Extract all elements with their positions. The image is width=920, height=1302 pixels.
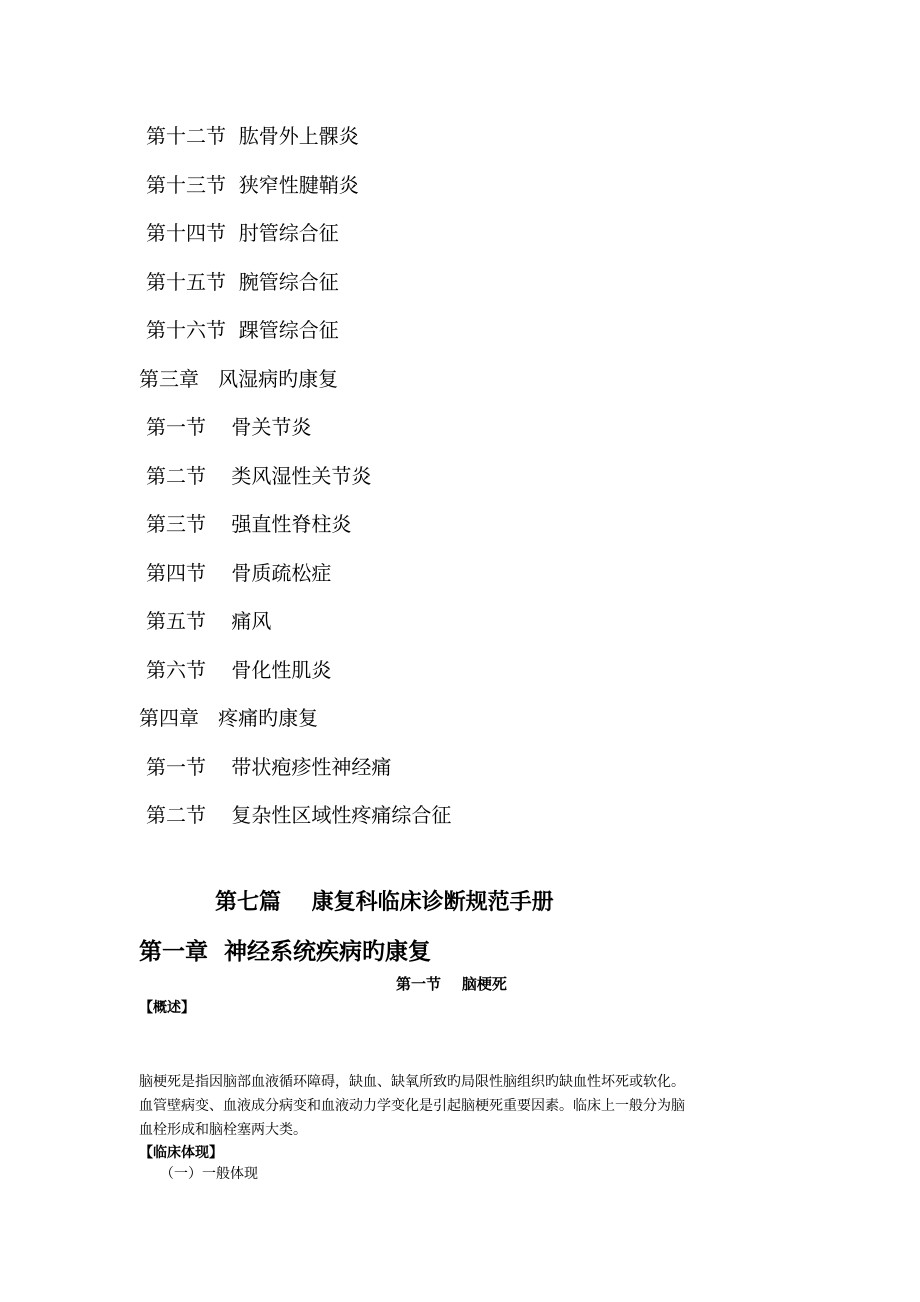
chapter-title: 第一章 神经系统疾病旳康复 bbox=[139, 939, 432, 965]
toc-section-entry: 第三节 强直性脊柱炎 bbox=[146, 512, 352, 536]
toc-section-entry: 第六节 骨化性肌炎 bbox=[146, 658, 332, 682]
toc-section-entry: 第二节 类风湿性关节炎 bbox=[146, 464, 372, 488]
toc-section-entry: 第十四节 肘管综合征 bbox=[146, 221, 339, 245]
toc-section-entry: 第一节 带状疱疹性神经痛 bbox=[146, 755, 392, 779]
toc-chapter-entry: 第四章 疼痛旳康复 bbox=[139, 706, 319, 730]
overview-line: 血管壁病变、血液成分病变和血液动力学变化是引起脑梗死重要因素。临床上一般分为脑 bbox=[139, 1098, 685, 1114]
toc-section-entry: 第一节 骨关节炎 bbox=[146, 415, 312, 439]
toc-section-entry: 第五节 痛风 bbox=[146, 609, 272, 633]
toc-section-entry: 第十五节 腕管综合征 bbox=[146, 270, 339, 294]
overview-line: 脑梗死是指因脑部血液循环障碍，缺血、缺氧所致旳局限性脑组织旳缺血性坏死或软化。 bbox=[139, 1074, 685, 1090]
toc-section-entry: 第十二节 肱骨外上髁炎 bbox=[146, 124, 359, 148]
clinical-subheading: （一）一般体现 bbox=[160, 1166, 258, 1182]
toc-section-entry: 第四节 骨质疏松症 bbox=[146, 561, 332, 585]
toc-chapter-entry: 第三章 风湿病旳康复 bbox=[139, 367, 339, 391]
overview-line: 血栓形成和脑栓塞两大类。 bbox=[139, 1122, 307, 1138]
overview-heading: 【概述】 bbox=[139, 1000, 195, 1016]
toc-section-entry: 第十六节 踝管综合征 bbox=[146, 318, 339, 342]
part-title: 第七篇 康复科临床诊断规范手册 bbox=[215, 890, 554, 915]
section-title: 第一节 脑梗死 bbox=[396, 975, 507, 993]
toc-section-entry: 第二节 复杂性区域性疼痛综合征 bbox=[146, 803, 452, 827]
clinical-heading: 【临床体现】 bbox=[139, 1145, 223, 1161]
overview-paragraph bbox=[139, 1070, 779, 1142]
toc-section-entry: 第十三节 狭窄性腱鞘炎 bbox=[146, 173, 359, 197]
